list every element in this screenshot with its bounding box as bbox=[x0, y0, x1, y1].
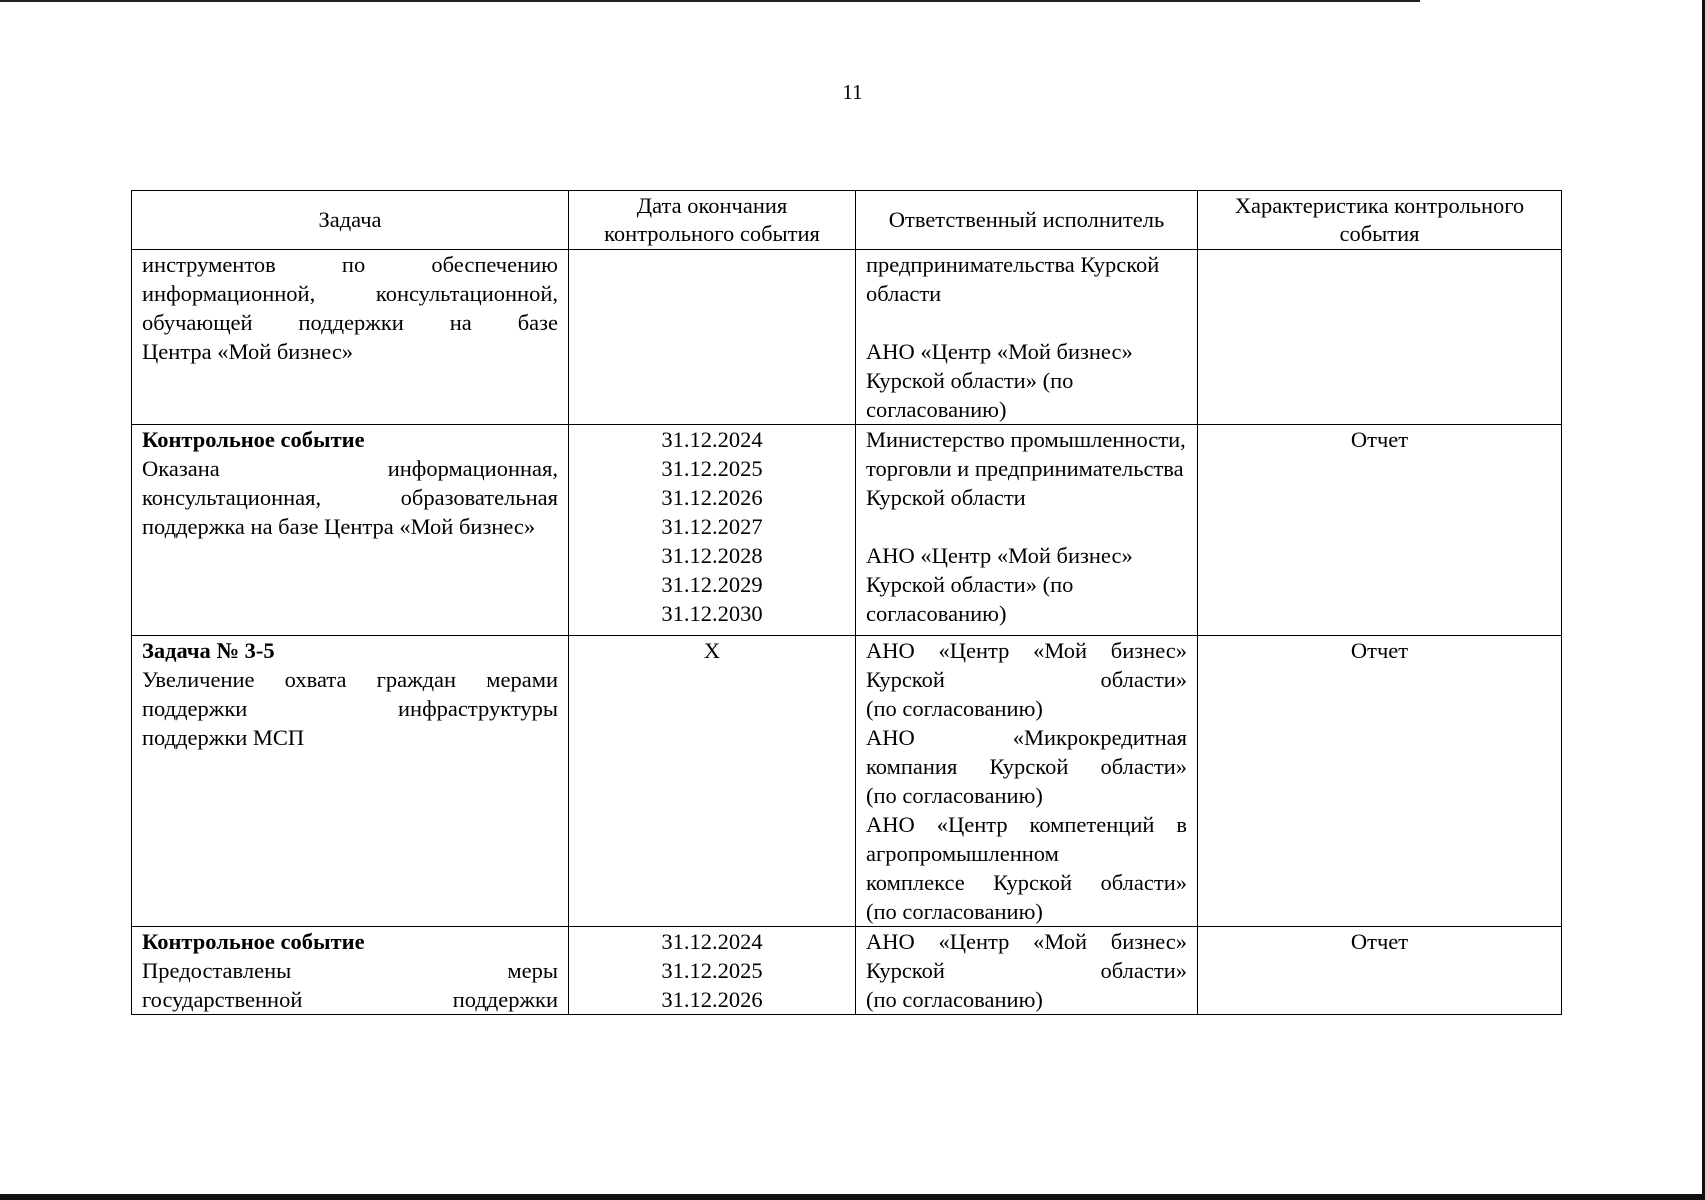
date-value: 31.12.2025 bbox=[661, 456, 763, 481]
executor-block: Министерство промышленности, торговли и предпринимательства Курской области bbox=[866, 427, 1186, 510]
scan-edge-bottom bbox=[0, 1194, 1705, 1200]
task-line: поддержки МСП bbox=[142, 725, 305, 750]
task-title: Контрольное событие bbox=[142, 427, 365, 452]
scan-edge-top bbox=[0, 0, 1420, 2]
task-line: государственной поддержки bbox=[142, 987, 558, 1012]
table-header-row bbox=[132, 191, 1562, 250]
characteristic-cell: Отчет bbox=[1198, 636, 1562, 927]
task-line: информационной, консультационной, bbox=[142, 281, 558, 306]
date-cell bbox=[569, 250, 856, 425]
executor-line: (по согласованию) bbox=[866, 899, 1043, 924]
task-body: Оказана информационная, консультационная, образовательная поддержка на базе Центра «Мой бизнес» bbox=[142, 456, 558, 539]
control-events-table bbox=[131, 190, 1562, 1015]
executor-block: АНО «Центр «Мой бизнес» Курской области» (по согласованию) bbox=[866, 339, 1133, 422]
task-line: поддержки инфраструктуры bbox=[142, 696, 558, 721]
executor-line: (по согласованию) bbox=[866, 696, 1043, 721]
date-value: 31.12.2024 bbox=[661, 427, 763, 452]
executor-line: Курской области» bbox=[866, 667, 1187, 692]
date-value: 31.12.2030 bbox=[661, 601, 763, 626]
task-cell bbox=[132, 636, 569, 927]
executor-block: АНО «Центр «Мой бизнес» Курской области» (по согласованию) bbox=[866, 543, 1133, 626]
header-task: Задача bbox=[132, 191, 569, 250]
task-line: Увеличение охвата граждан мерами bbox=[142, 667, 558, 692]
task-line: Центра «Мой бизнес» bbox=[142, 339, 354, 364]
table-row bbox=[132, 636, 1562, 927]
task-title: Контрольное событие bbox=[142, 929, 365, 954]
characteristic-cell: Отчет bbox=[1198, 425, 1562, 636]
date-cell bbox=[569, 425, 856, 636]
executor-cell bbox=[856, 636, 1198, 927]
date-cell bbox=[569, 927, 856, 1015]
page-number: 11 bbox=[842, 80, 863, 104]
table-row bbox=[132, 425, 1562, 636]
executor-line: (по согласованию) bbox=[866, 783, 1043, 808]
executor-line: агропромышленном bbox=[866, 841, 1059, 866]
task-cell bbox=[132, 425, 569, 636]
header-date: Дата окончания контрольного события bbox=[569, 191, 856, 250]
date-value: 31.12.2028 bbox=[661, 543, 763, 568]
task-line: обучающей поддержки на базе bbox=[142, 310, 558, 335]
executor-cell bbox=[856, 250, 1198, 425]
date-value: 31.12.2024 bbox=[661, 929, 763, 954]
date-value: 31.12.2027 bbox=[661, 514, 763, 539]
executor-cell bbox=[856, 425, 1198, 636]
executor-line: комплексе Курской области» bbox=[866, 870, 1187, 895]
task-line: инструментов по обеспечению bbox=[142, 252, 558, 277]
header-characteristic: Характеристика контрольного события bbox=[1198, 191, 1562, 250]
task-title: Задача № 3-5 bbox=[142, 638, 275, 663]
executor-line: (по согласованию) bbox=[866, 987, 1043, 1012]
task-cell bbox=[132, 250, 569, 425]
task-cell bbox=[132, 927, 569, 1015]
date-value: 31.12.2029 bbox=[661, 572, 763, 597]
table-row bbox=[132, 927, 1562, 1015]
date-cell bbox=[569, 636, 856, 927]
executor-line: АНО «Центр «Мой бизнес» bbox=[866, 638, 1187, 663]
executor-block: предпринимательства Курской области bbox=[866, 252, 1160, 306]
characteristic-cell: Отчет bbox=[1198, 927, 1562, 1015]
task-line: Предоставлены меры bbox=[142, 958, 558, 983]
spacer bbox=[866, 512, 1187, 541]
date-value: 31.12.2026 bbox=[661, 485, 763, 510]
executor-line: АНО «Микрокредитная bbox=[866, 725, 1187, 750]
spacer bbox=[866, 308, 1187, 337]
characteristic-cell bbox=[1198, 250, 1562, 425]
executor-line: компания Курской области» bbox=[866, 754, 1187, 779]
executor-line: АНО «Центр компетенций в bbox=[866, 812, 1187, 837]
date-value: 31.12.2025 bbox=[661, 958, 763, 983]
executor-line: АНО «Центр «Мой бизнес» bbox=[866, 929, 1187, 954]
executor-cell bbox=[856, 927, 1198, 1015]
executor-line: Курской области» bbox=[866, 958, 1187, 983]
date-value: Х bbox=[703, 638, 721, 663]
header-executor: Ответственный исполнитель bbox=[856, 191, 1198, 250]
date-value: 31.12.2026 bbox=[661, 987, 763, 1012]
table-row bbox=[132, 250, 1562, 425]
